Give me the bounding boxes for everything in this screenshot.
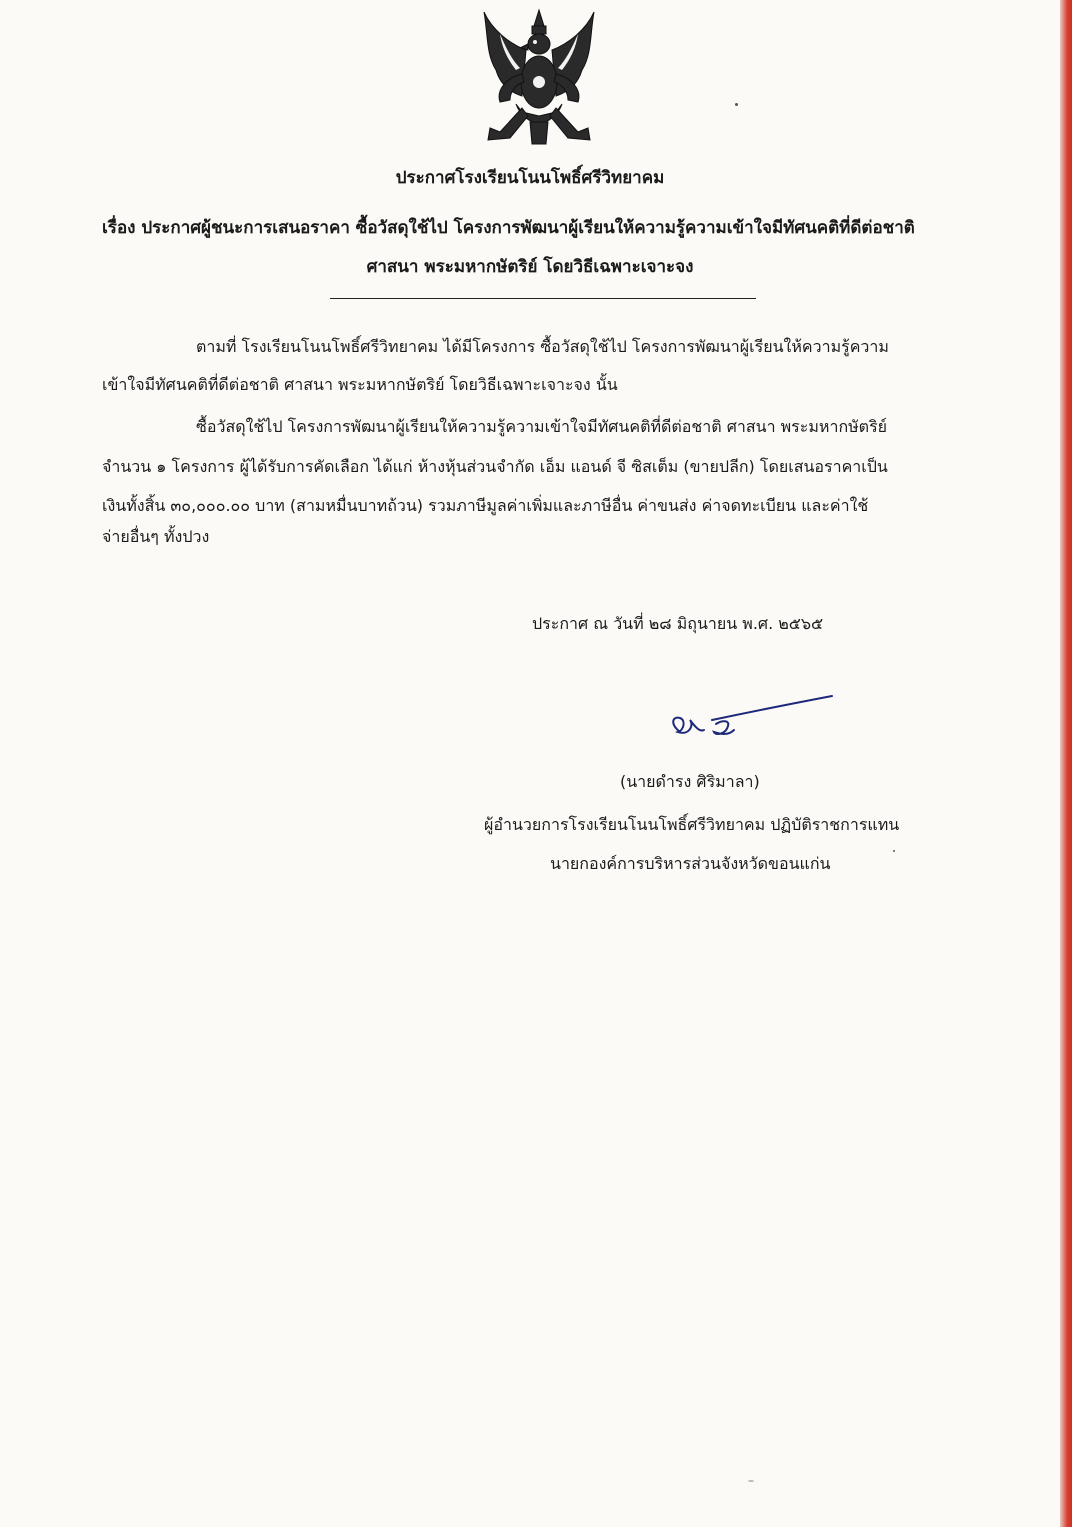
garuda-emblem (470, 4, 608, 152)
paragraph-2-line-2: จำนวน ๑ โครงการ ผู้ได้รับการคัดเลือก ได้แก่ ห้างหุ้นส่วนจำกัด เอ็ม แอนด์ จี ซิสเต็ม (ขายปลีก) โดยเสนอราคาเป็น (102, 457, 888, 476)
paragraph-2-line-4: จ่ายอื่นๆ ทั้งปวง (102, 527, 210, 546)
subject-line-2: ศาสนา พระมหากษัตริย์ โดยวิธีเฉพาะเจาะจง (366, 257, 694, 277)
subject-line-1: เรื่อง ประกาศผู้ชนะการเสนอราคา ซื้อวัสดุใช้ไป โครงการพัฒนาผู้เรียนให้ความรู้ความเข้าใจมีทัศนคติที่ดีต่อชาติ (102, 218, 915, 238)
paper-speck (748, 1480, 754, 1482)
announcement-date: ประกาศ ณ วันที่ ๒๘ มิถุนายน พ.ศ. ๒๕๖๕ (532, 614, 824, 633)
paragraph-2-line-1: ซื้อวัสดุใช้ไป โครงการพัฒนาผู้เรียนให้ความรู้ความเข้าใจมีทัศนคติที่ดีต่อชาติ ศาสนา พระมหากษัตริย์ (196, 417, 888, 436)
signatory-position-line-2: นายกองค์การบริหารส่วนจังหวัดขอนแก่น (550, 854, 831, 873)
announcement-title: ประกาศโรงเรียนโนนโพธิ์ศรีวิทยาคม (395, 168, 665, 188)
signatory-name: (นายดำรง ศิริมาลา) (620, 772, 760, 791)
paper-speck (735, 103, 738, 106)
signatory-position-line-1: ผู้อำนวยการโรงเรียนโนนโพธิ์ศรีวิทยาคม ปฏิบัติราชการแทน (484, 815, 900, 834)
page-edge-red-border (1060, 0, 1072, 1527)
paper-speck (893, 850, 895, 852)
title-divider (330, 298, 756, 299)
paragraph-1-line-2: เข้าใจมีทัศนคติที่ดีต่อชาติ ศาสนา พระมหากษัตริย์ โดยวิธีเฉพาะเจาะจง นั้น (102, 375, 618, 394)
handwritten-signature (650, 694, 840, 744)
paragraph-1-line-1: ตามที่ โรงเรียนโนนโพธิ์ศรีวิทยาคม ได้มีโครงการ ซื้อวัสดุใช้ไป โครงการพัฒนาผู้เรียนให้ความรู้ความ (196, 337, 889, 356)
paragraph-2-line-3: เงินทั้งสิ้น ๓๐,๐๐๐.๐๐ บาท (สามหมื่นบาทถ้วน) รวมภาษีมูลค่าเพิ่มและภาษีอื่น ค่าขนส่ง ค่าจดทะเบียน และค่าใช้ (102, 496, 869, 515)
